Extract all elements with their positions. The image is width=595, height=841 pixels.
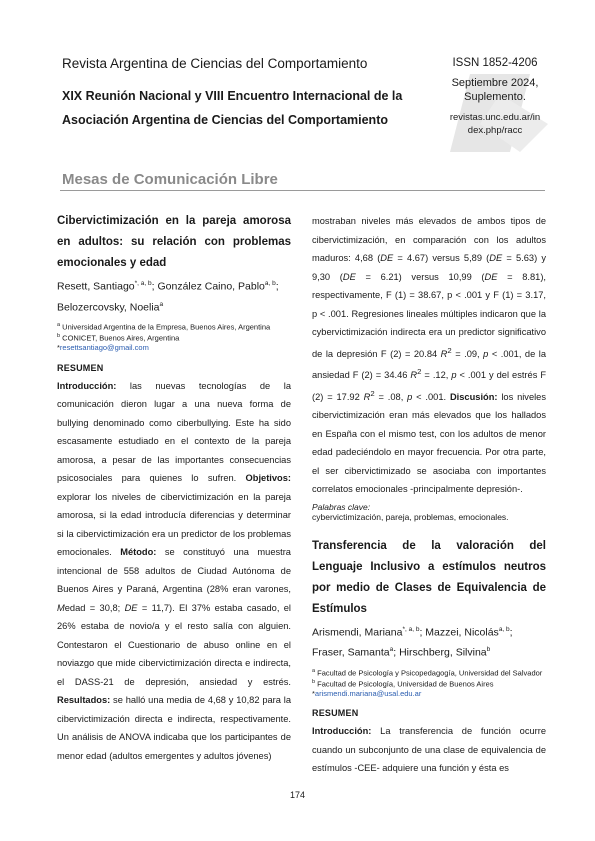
affil-text: CONICET, Buenos Aires, Argentina (60, 333, 180, 343)
article-1-authors (57, 275, 291, 316)
results-text: < .001 y del estrés F (2) = 17.92 (312, 370, 547, 402)
math-symbol: DE (489, 253, 503, 263)
results-text: = 4.67) versus 5,89 ( (393, 253, 490, 263)
issn: ISSN 1852-4206 (452, 57, 538, 69)
math-sup: 2 (447, 345, 452, 355)
affil-text: Facultad de Psicología y Psicopedagogía, Universidad del Salvador (315, 668, 543, 678)
conference-title: XIX Reunión Nacional y VIII Encuentro Internacional de la Asociación Argentina de Ciencias del Comportamiento (62, 89, 403, 127)
resumen-label: RESUMEN (57, 362, 104, 373)
math-symbol: R (410, 370, 418, 381)
issn-block (430, 56, 560, 137)
left-column (57, 211, 291, 765)
affil-text: Universidad Argentina de la Empresa, Buenos Aires, Argentina (60, 322, 271, 332)
math-symbol: p (407, 391, 413, 402)
results-text: = .09, (451, 348, 484, 359)
math-symbol: DE (380, 253, 394, 263)
section-title: Mesas de Comunicación Libre (62, 171, 278, 188)
affiliation-b (312, 678, 546, 689)
affil-sup: b (57, 333, 61, 339)
math-symbol: R (440, 348, 448, 359)
email-link[interactable]: arismendi.mariana@usal.edu.ar (314, 688, 422, 698)
article-1-title: Cibervictimización en la pareja amorosa en adultos: su relación con problemas emocionales y edad (57, 215, 291, 269)
contact-email[interactable] (57, 343, 291, 353)
author-sep: ; (151, 280, 158, 293)
method-label: Método: (120, 547, 157, 557)
email-star: * (57, 343, 60, 352)
discussion-text: los niveles cibervictimización eran más elevados que los hallados en España con el mismo test, con los adultos de menor edad padeciéndolo en mayor frecuencia. Por otra parte, el ser cibervictimizado se asociaba con importantes correlatos emocionales -principalmente depresión-. (312, 391, 547, 495)
intro-text: las nuevas tecnologías de la comunicación dieron lugar a una nueva forma de bullying denominado como ciberbullying. Este ha sido escasamente estudiado en el contexto de la pareja amorosa, a pesar de las importantes consecuencias psicosociales para quienes lo sufren. (57, 380, 291, 483)
author-sep: ; (509, 626, 513, 639)
page-number: 174 (289, 790, 306, 800)
affil-sup: b (312, 678, 316, 685)
journal-url[interactable] (430, 111, 560, 137)
math-symbol: p (451, 370, 457, 381)
results-text: = .08, (374, 391, 408, 402)
author-name: Belozercovsky, Noelia (57, 301, 160, 313)
results-text: = .12, (421, 370, 452, 381)
author-name: Mazzei, Nicolás (425, 626, 499, 639)
math-symbol: DE (124, 602, 138, 613)
keywords-label: Palabras clave: (312, 501, 371, 512)
contact-email[interactable] (312, 689, 546, 699)
article-2-authors (312, 621, 546, 662)
results-text: mostraban niveles más elevados de ambos tipos de cibervictimización, en comparación con los adultos maduros: 4,68 ( (312, 216, 546, 263)
results-text: se halló una media de 4,68 y 10,82 para la cibervictimización directa e indirecta, respectivamente. Un análisis de ANOVA indicaba que los participantes de menor edad (adultos emergentes y adultos jóvenes) (57, 695, 291, 761)
author-sup: a, b (264, 280, 276, 287)
date-line-1: Septiembre 2024, (451, 77, 539, 89)
intro-label: Introducción: (57, 380, 117, 391)
journal-title: Revista Argentina de Ciencias del Comportamiento (62, 56, 368, 71)
math-symbol: DE (342, 271, 356, 282)
math-sup: 2 (417, 367, 422, 377)
author-sup: a, b (498, 625, 510, 633)
results-text: = 5.63) y 9,30 ( (312, 253, 546, 282)
math-symbol: R (363, 391, 371, 402)
results-label: Resultados: (57, 695, 111, 705)
author-name: Hirschberg, Silvina (399, 646, 487, 659)
objectives-text: explorar los niveles de cibervictimización en la pareja amorosa, si la edad introducía diferencias y determinar si la cibervictimización era un predictor de los problemas emocionales. (57, 491, 291, 557)
author-sep: ; (275, 280, 279, 293)
email-link[interactable]: resettsantiago@gmail.com (59, 343, 149, 352)
affil-sup: a (312, 667, 316, 674)
math-symbol: DE (484, 271, 498, 282)
article-1-abstract-continued (312, 212, 546, 499)
author-sup: *, a, b (402, 625, 420, 633)
objectives-label: Objetivos: (245, 473, 291, 483)
math-symbol: p (483, 348, 489, 359)
affil-sup: a (57, 322, 61, 328)
discussion-label: Discusión: (449, 391, 498, 402)
url-line-1: revistas.unc.edu.ar/in (449, 112, 541, 123)
author-sup: *, a, b (134, 280, 152, 287)
resumen-label: RESUMEN (312, 708, 359, 719)
method-text: edad = 30,8; (64, 602, 125, 613)
author-sep: ; (393, 646, 400, 659)
intro-label: Introducción: (312, 726, 372, 737)
affiliation-a (57, 321, 291, 332)
author-sep: ; (419, 626, 426, 639)
author-name: Resett, Santiago (57, 280, 135, 293)
author-sup: b (486, 646, 491, 654)
author-name: Fraser, Samanta (312, 646, 390, 659)
method-text: = 11,7). El 37% estaba casado, el 26% estaba de novio/a y el resto salía con alguien. Contestaron el Cuestionario de abuso online en el noviazgo que mide cibervictimización directa e indirecta, el DASS-21 de depresión, ansiedad y estrés. (57, 602, 291, 687)
affiliation-a (312, 667, 546, 678)
author-name: González Caino, Pablo (157, 280, 265, 293)
author-name: Arismendi, Mariana (312, 626, 403, 639)
results-text: = 6.21) versus 10,99 ( (355, 271, 485, 282)
results-text: = 8.81), respectivamente, F (1) = 38.67, p < .001 y F (1) = 3.17, p < .001. Regresiones lineales múltiples indicaron que la cybervictimización indirecta era un predictor significativo de la depresión F (2) = 20.84 (312, 271, 547, 359)
article-2-abstract (312, 722, 546, 778)
affiliation-b (57, 332, 291, 343)
math-sup: 2 (370, 388, 375, 398)
math-symbol: M (57, 602, 65, 613)
keywords-text: cybervictimización, pareja, problemas, emocionales. (312, 511, 509, 522)
author-sup: a (389, 646, 394, 654)
article-2-affiliations (312, 667, 546, 699)
intro-text: La transferencia de función ocurre cuando un subconjunto de una clase de equivalencia de estímulos -CEE- adquiere una función y ésta es (312, 726, 546, 774)
author-sup: a (159, 300, 164, 308)
email-star: * (312, 688, 315, 698)
right-column (312, 212, 546, 778)
article-1-affiliations (57, 321, 291, 353)
results-text: < .001. (412, 391, 450, 402)
results-text: < .001, de la ansiedad F (2) = 34.46 (312, 348, 547, 381)
article-2-title: Transferencia de la valoración del Lenguaje Inclusivo a estímulos neutros por medio de Clases de Equivalencia de Estímulos (312, 539, 546, 615)
section-divider (60, 190, 545, 191)
method-text: se constituyó una muestra intencional de 558 adultos de Ciudad Autónoma de Buenos Aires y Paraná, Argentina (28% eran varones, (57, 547, 291, 594)
affil-text: Facultad de Psicología, Universidad de Buenos Aires (315, 679, 494, 689)
article-1-abstract (57, 377, 291, 766)
date-line-2: Suplemento. (464, 91, 526, 103)
url-line-2: dex.php/racc (467, 125, 523, 136)
